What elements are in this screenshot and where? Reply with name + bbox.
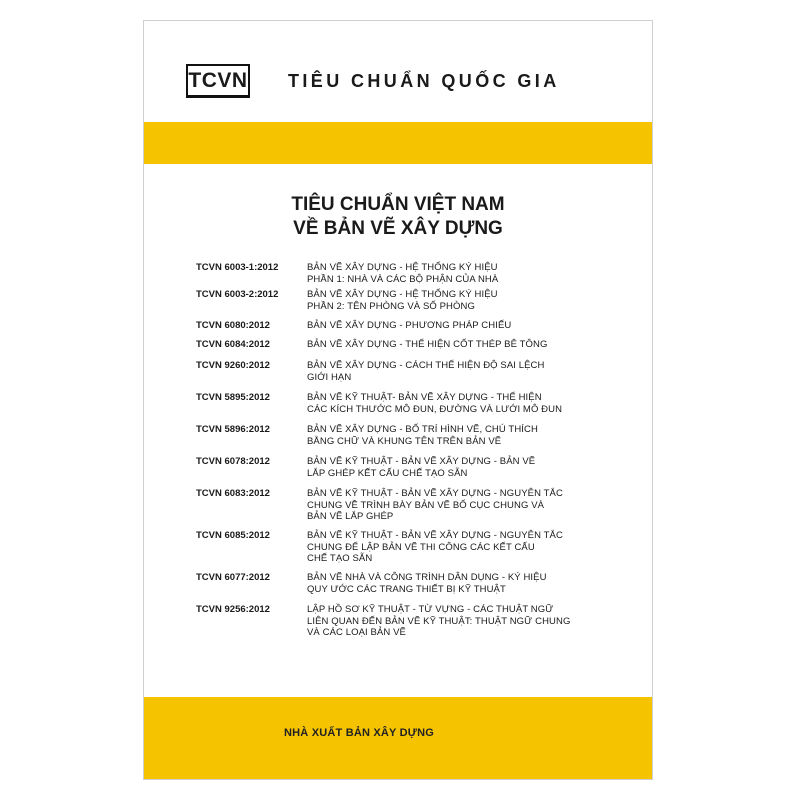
standard-title-line: BẢN VẼ XÂY DỰNG - BỐ TRÍ HÌNH VẼ, CHÚ THÍCH bbox=[307, 424, 538, 435]
standard-title-line: LẬP HỒ SƠ KỸ THUẬT - TỪ VỰNG - CÁC THUẬT NGỮ bbox=[307, 604, 554, 615]
standard-title-line: PHẦN 1: NHÀ VÀ CÁC BỘ PHẬN CỦA NHÀ bbox=[307, 273, 499, 285]
standard-row bbox=[196, 572, 636, 595]
standard-title-line: CHUNG ĐỂ LẬP BẢN VẼ THI CÔNG CÁC KẾT CẤU bbox=[307, 541, 535, 553]
standard-title-line: BẢN VẼ LẮP GHÉP bbox=[307, 511, 394, 522]
standard-title bbox=[307, 456, 636, 479]
standard-title-line: CHUNG VỀ TRÌNH BÀY BẢN VẼ BỐ CỤC CHUNG VÀ bbox=[307, 499, 545, 511]
standard-title bbox=[307, 262, 636, 285]
standard-row bbox=[196, 530, 636, 565]
standard-title-line: BẢN VẼ XÂY DỰNG - CÁCH THỂ HIỆN ĐỘ SAI LỆCH bbox=[307, 360, 545, 371]
standard-row bbox=[196, 339, 636, 351]
logo-text: TCVN bbox=[188, 68, 248, 92]
standard-title-line: BẢN VẼ KỸ THUẬT- BẢN VẼ XÂY DỰNG - THỂ HIỆN bbox=[307, 392, 542, 403]
standard-code: TCVN 6003-1:2012 bbox=[196, 262, 279, 273]
standard-title bbox=[307, 339, 636, 351]
standard-title-line: BẢN VẼ KỸ THUẬT - BẢN VẼ XÂY DỰNG - NGUYÊN TẮC bbox=[307, 488, 563, 499]
standard-title bbox=[307, 604, 636, 639]
book-cover bbox=[143, 20, 653, 780]
standard-row bbox=[196, 424, 636, 447]
standard-title-line: PHẦN 2: TÊN PHÒNG VÀ SỐ PHÒNG bbox=[307, 300, 475, 312]
standard-row bbox=[196, 289, 636, 312]
standard-code: TCVN 6080:2012 bbox=[196, 320, 270, 331]
standard-code: TCVN 6085:2012 bbox=[196, 530, 270, 541]
standard-title bbox=[307, 289, 636, 312]
standard-title-line: BẢN VẼ XÂY DỰNG - THỂ HIỆN CỐT THÉP BÊ TÔNG bbox=[307, 339, 548, 350]
standard-title-line: QUY ƯỚC CÁC TRANG THIẾT BỊ KỸ THUẬT bbox=[307, 583, 506, 595]
standard-row bbox=[196, 360, 636, 383]
standard-code: TCVN 6003-2:2012 bbox=[196, 289, 279, 300]
standard-title bbox=[307, 572, 636, 595]
main-title bbox=[144, 193, 652, 241]
standard-row bbox=[196, 262, 636, 285]
standard-title-line: CHẾ TẠO SẴN bbox=[307, 553, 373, 564]
standard-title bbox=[307, 424, 636, 447]
standard-title-line: VÀ CÁC LOẠI BẢN VẼ bbox=[307, 627, 406, 638]
standard-title-line: LẮP GHÉP KẾT CẤU CHẾ TẠO SẴN bbox=[307, 467, 468, 479]
main-title-line-2: VỀ BẢN VẼ XÂY DỰNG bbox=[293, 218, 503, 239]
standard-title-line: LIÊN QUAN ĐẾN BẢN VẼ KỸ THUẬT: THUẬT NGỮ CHUNG bbox=[307, 615, 571, 627]
standard-title bbox=[307, 392, 636, 415]
standard-title-line: CÁC KÍCH THƯỚC MÔ ĐUN, ĐƯỜNG VÀ LƯỚI MÔ ĐUN bbox=[307, 403, 563, 415]
standard-title-line: BẢN VẼ KỸ THUẬT - BẢN VẼ XÂY DỰNG - NGUYÊN TẮC bbox=[307, 530, 563, 541]
main-title-line-1: TIÊU CHUẨN VIỆT NAM bbox=[291, 194, 505, 215]
standard-title bbox=[307, 320, 636, 332]
standard-title-line: BẢN VẼ KỸ THUẬT - BẢN VẼ XÂY DỰNG - BẢN VẼ bbox=[307, 456, 536, 467]
standard-title-line: BẰNG CHỮ VÀ KHUNG TÊN TRÊN BẢN VẼ bbox=[307, 435, 502, 447]
standard-title-line: BẢN VẼ XÂY DỰNG - PHƯƠNG PHÁP CHIẾU bbox=[307, 320, 512, 331]
standard-code: TCVN 6077:2012 bbox=[196, 572, 270, 583]
standard-row bbox=[196, 456, 636, 479]
standard-row bbox=[196, 604, 636, 639]
standard-title bbox=[307, 530, 636, 565]
standard-code: TCVN 5896:2012 bbox=[196, 424, 270, 435]
standard-row bbox=[196, 488, 636, 523]
standard-row bbox=[196, 320, 636, 332]
standard-title-line: BẢN VẼ XÂY DỰNG - HỆ THỐNG KÝ HIỆU bbox=[307, 289, 498, 300]
standard-code: TCVN 6083:2012 bbox=[196, 488, 270, 499]
standard-code: TCVN 9256:2012 bbox=[196, 604, 270, 615]
standard-title-line: BẢN VẼ XÂY DỰNG - HỆ THỐNG KÝ HIỆU bbox=[307, 262, 498, 273]
standard-title-line: GIỚI HẠN bbox=[307, 371, 352, 383]
standard-title bbox=[307, 360, 636, 383]
publisher-name: NHÀ XUẤT BẢN XÂY DỰNG bbox=[284, 727, 435, 739]
top-yellow-band bbox=[144, 122, 652, 164]
standard-title bbox=[307, 488, 636, 523]
standard-code: TCVN 6078:2012 bbox=[196, 456, 270, 467]
standard-code: TCVN 5895:2012 bbox=[196, 392, 270, 403]
standard-title-line: BẢN VẼ NHÀ VÀ CÔNG TRÌNH DÂN DỤNG - KÝ HIỆU bbox=[307, 572, 547, 583]
tcvn-logo bbox=[186, 64, 250, 98]
header-title: TIÊU CHUẨN QUỐC GIA bbox=[288, 71, 560, 91]
standard-code: TCVN 9260:2012 bbox=[196, 360, 270, 371]
standard-row bbox=[196, 392, 636, 415]
standard-code: TCVN 6084:2012 bbox=[196, 339, 270, 350]
